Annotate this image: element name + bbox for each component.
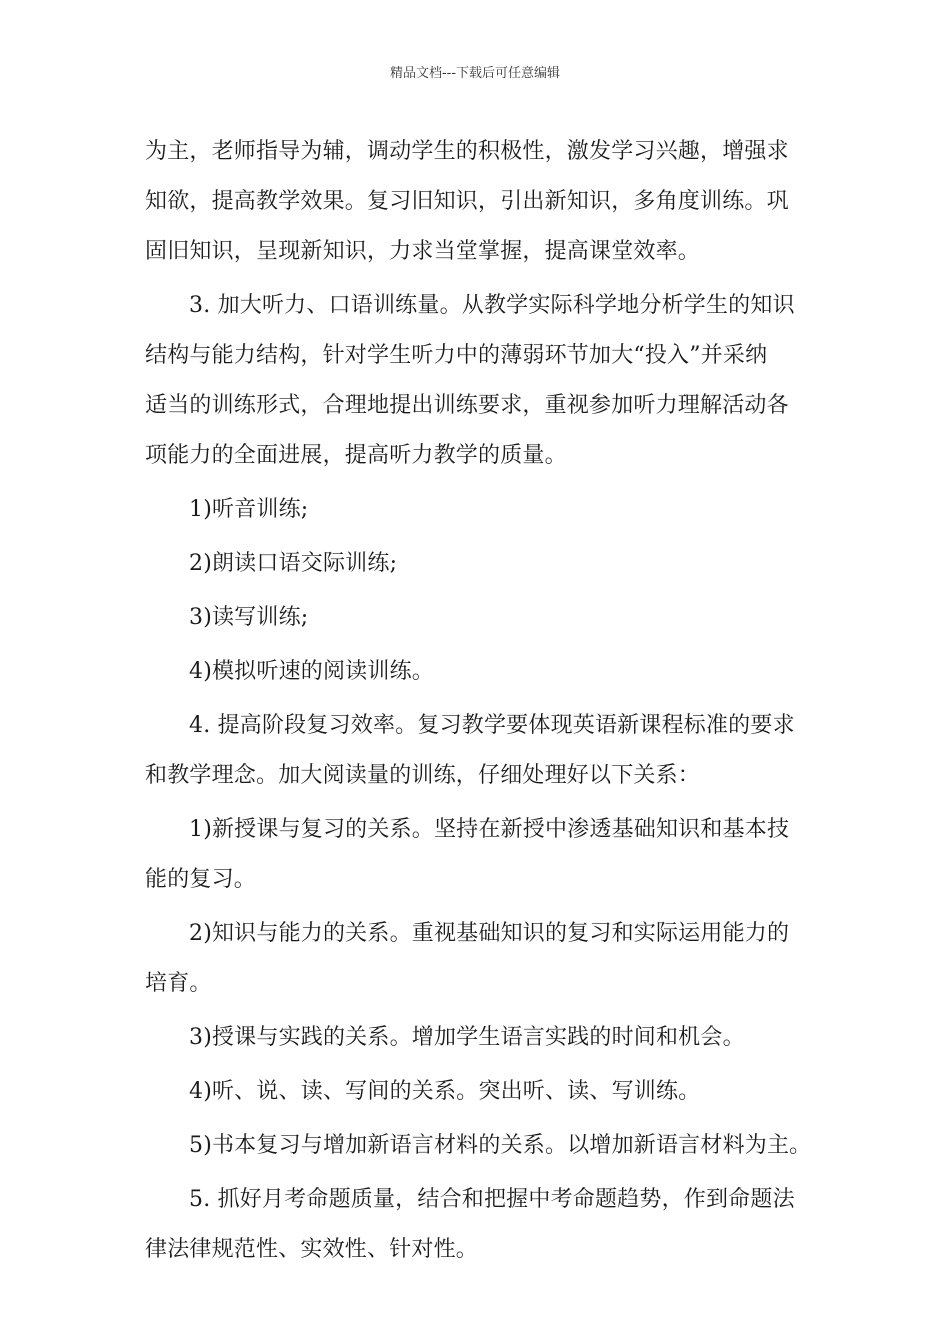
text-line: 能的复习。 [145, 867, 257, 892]
list-item [145, 593, 815, 643]
paragraph [145, 281, 815, 481]
list-item [145, 909, 815, 1009]
text-line: 3)授课与实践的关系。增加学生语言实践的时间和机会。 [189, 1025, 745, 1050]
text-line: 5. 抓好月考命题质量，结合和把握中考命题趋势，作到命题法 [189, 1187, 795, 1212]
text-line: 知欲，提高教学效果。复习旧知识，引出新知识，多角度训练。巩 [145, 189, 789, 214]
paragraph [145, 127, 815, 277]
text-line: 5)书本复习与增加新语言材料的关系。以增加新语言材料为主。 [189, 1133, 812, 1158]
document-body [145, 127, 815, 1279]
text-line: 1)新授课与复习的关系。坚持在新授中渗透基础知识和基本技 [189, 817, 790, 842]
paragraph [145, 701, 815, 801]
list-item [145, 1121, 815, 1171]
text-line: 1)听音训练; [189, 497, 309, 522]
text-line: 律法律规范性、实效性、针对性。 [145, 1237, 479, 1262]
text-line: 3)读写训练; [189, 605, 309, 630]
text-line: 为主，老师指导为辅，调动学生的积极性，激发学习兴趣，增强求 [145, 139, 789, 164]
text-line: 项能力的全面进展，提高听力教学的质量。 [145, 443, 567, 468]
list-item [145, 805, 815, 905]
text-line: 2)朗读口语交际训练; [189, 551, 398, 576]
paragraph [145, 1175, 815, 1275]
text-line: 3. 加大听力、口语训练量。从教学实际科学地分析学生的知识 [189, 293, 795, 318]
text-line: 4)听、说、读、写间的关系。突出听、读、写训练。 [189, 1079, 701, 1104]
text-line: 固旧知识，呈现新知识，力求当堂掌握，提高课堂效率。 [145, 239, 701, 264]
text-line: 适当的训练形式，合理地提出训练要求，重视参加听力理解活动各 [145, 393, 789, 418]
list-item [145, 1013, 815, 1063]
text-line: 4)模拟听速的阅读训练。 [189, 659, 434, 684]
list-item [145, 539, 815, 589]
text-line: 结构与能力结构，针对学生听力中的薄弱环节加大“投入”并采纳 [145, 343, 768, 368]
list-item [145, 485, 815, 535]
text-line: 4. 提高阶段复习效率。复习教学要体现英语新课程标准的要求 [189, 713, 795, 738]
text-line: 培育。 [145, 971, 212, 996]
list-item [145, 647, 815, 697]
page-header: 精品文档---下载后可任意编辑 [389, 66, 561, 81]
text-line: 2)知识与能力的关系。重视基础知识的复习和实际运用能力的 [189, 921, 790, 946]
list-item [145, 1067, 815, 1117]
text-line: 和教学理念。加大阅读量的训练，仔细处理好以下关系： [145, 763, 701, 788]
